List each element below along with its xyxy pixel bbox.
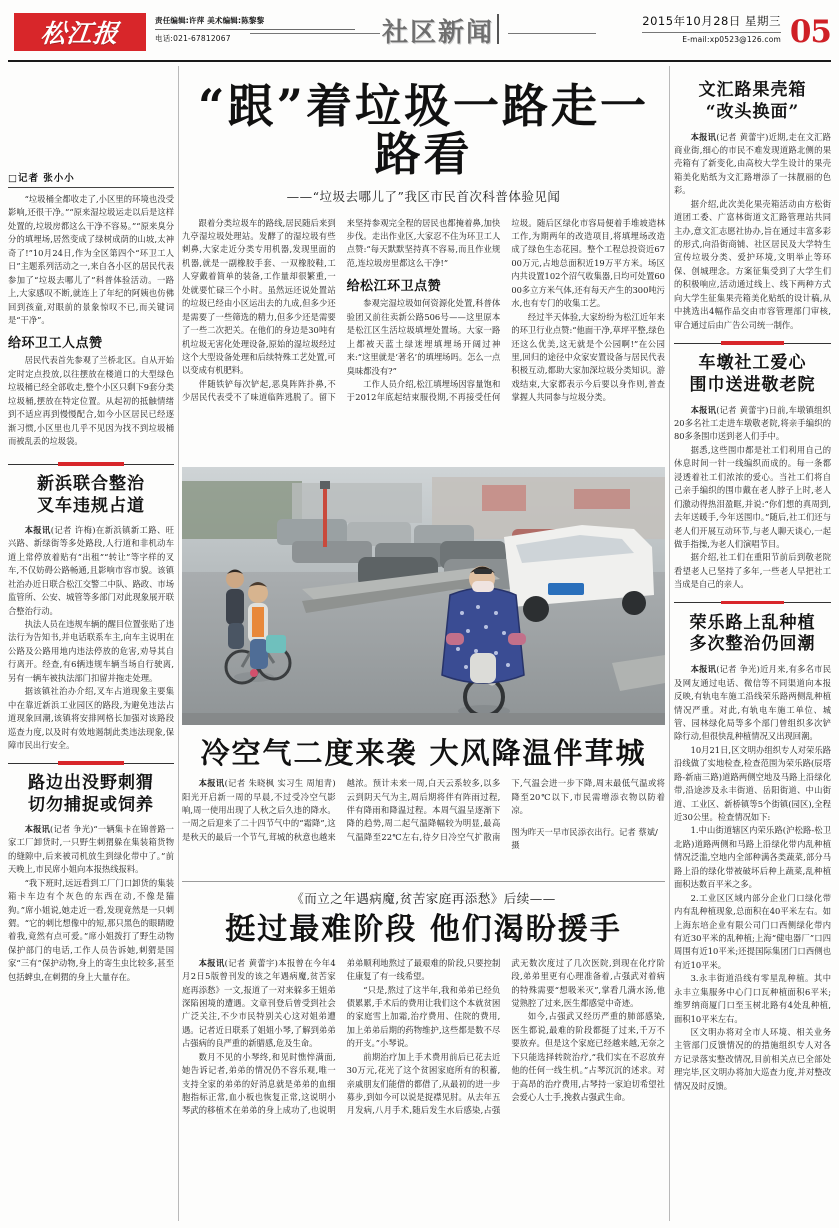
right-column [674, 66, 831, 1221]
headline-line-1: 车墩社工爱心 [698, 353, 807, 374]
article-p5: 3.永丰街道沿线有零星乱种植。其中永丰立集服务中心门口瓦种植面积6平米;维罗纳商厦门口至玉树北路有4处乱种植,面积10平米左右。 [674, 973, 831, 1024]
lead-subhead-2: 给松江环卫点赞 [346, 279, 442, 295]
headline-line-1: 荣乐路上乱种植 [689, 612, 816, 633]
article-planting [674, 613, 831, 1094]
feature-p1: 本报曾在今年4月2日5版曾刊发的该之年遇病魔,贫苦家庭再添愁》一文,报道了一对来躲多王姐弟深陷困境的遭遇。文章刊登后曾受到社会广泛关注,不少市民特别关心这对姐弟遭遇。记者近日联系了姐姐小琴,了解到弟弟占强病的良严重的新腊感,危及生命。 [182, 957, 336, 1049]
article-p1: 日前,车墩镇组织20多名社工走进车墩敬老院,将亲手编织的80多条围巾送到老人们手中。 [674, 404, 831, 442]
feature-p3: “只是,熬过了这半年,我和弟弟已经负债累累,手术后的费用让我们这个本就贫困的家庭雪上加霜,治疗费用、住院的费用,加上弟弟后期的药物维护,这些都是数不尽的开支。”小琴说。 [346, 984, 501, 1049]
reporter-rule [8, 187, 174, 188]
article-headline [8, 474, 174, 518]
headline-line-1: 路边出没野刺猬 [28, 773, 154, 794]
article-headline [674, 613, 831, 657]
section-divider-r2 [674, 601, 831, 605]
column-divider-1 [178, 66, 179, 1221]
byline-bold: 本报讯 [690, 131, 717, 142]
byline-bold: 本报讯 [24, 823, 51, 834]
lead-body-p1: 跟着分类垃圾车的路线,居民随后来到九亭湿垃圾处理站。发酵了的湿垃圾有些刺鼻,大家走近分类专用机器,发现里面的机器,就是一副橡胶手套、一双橡胶鞋,工人穿戴着简单的装备,工作量却很繁重,一处就要忙碌三个小时。虽然远还说处置站的垃圾已经由小区运出去的九成,但多少还是需要了一些筛选的精力,但多少还是需要了一些二次把关。在他们的身边是30吨有机垃圾无害化处理设备,原始的湿垃圾经过这个大型设备处理和后续特殊工艺处置,可以变成有机肥料。 [182, 217, 336, 376]
section-divider-r1 [674, 341, 831, 345]
section-divider-2 [8, 761, 174, 765]
lead-body-p4: 工作人员介绍,松江填埋场因容量饱和于2012年底起结束服役期,不再接受任何垃圾。随后区绿化市容局便着手堆坡造林工作,为期两年的改造项目,将填埋场改造成了绿色生态花园。整个工程总投资近6700万元,占地总面积近19万平方米。场区内共设置102个沼气收集器,日均可处置6000多立方米气体,还有每天产生的300吨污水,也有专门的收集工艺。 [346, 217, 665, 403]
byline-rest: (记者 朱晓枫 实习生 周旭青) [224, 778, 336, 789]
byline-rest: (记者 争光) [716, 664, 760, 675]
byline-bold: 本报讯 [690, 664, 717, 675]
byline-bold: 本报讯 [24, 524, 51, 535]
byline-rest: (记者 争光) [50, 823, 94, 834]
section-tick [497, 14, 499, 44]
page-number: 05 [789, 14, 831, 50]
editor-info [155, 16, 335, 44]
byline-bold: 本报讯 [198, 957, 225, 968]
article-body [674, 663, 831, 744]
article-body [8, 524, 174, 618]
masthead [0, 0, 839, 62]
feature-body [182, 957, 336, 1051]
article-body [8, 823, 174, 877]
article-p4: 2.工业区区域内部分企业门口绿化带内有乱种植现象,总面积在40平米左右。如上海东培企业有限公司门口西侧绿化带内有近30平米的乱种植;上海“健电器厂”口四周围有近10平米;还提国际集团门口西侧也有近10平米。 [674, 892, 831, 970]
article-p3: 1.中山街道辖区内荣乐路(沪松路-松卫北路)道路两侧和马路上沿绿化带内乱种植情况泛滥,空地内全部种满各类蔬菜,部分马路上沿的绿化带被破坏后种上蔬菜,乱种植面积达数百平米之多。 [674, 825, 831, 890]
masthead-rule-left [250, 33, 380, 34]
weather-headline: 冷空气二度来袭 大风降温伴茸城 [200, 735, 647, 770]
lead-paragraph: “垃圾桶全都收走了,小区里的环境也没受影响,还很干净。”“原来湿垃圾运走以后是这样处置的,垃圾房都这么干净不容易。”“原来臭分分的填埋场,居然变成了绿树成荫的山坡,太神奇了!”10月24日,作为全区第四个“环卫工人日”主题系列活动之一,来自各小区的居民代表参加了“垃圾去哪儿了”科普体验活动。一路上,大家感叹不断,就连上了年纪的阿姨也仿佛回到孩童,对眼前的景象惊叹不已,而关键词是“干净”。 [8, 194, 174, 325]
article-p3: 据该镇社治办介绍,叉车占道现象主要集中在靠近新浜工业园区的路段,为避免违法占道现象回潮,该镇将安排网格长加强对该路段巡查力度,以及时有效地遏制此类违法现象,保障市民出行安全。 [8, 686, 174, 750]
byline-rest: (记者 黄蕾宇) [716, 404, 769, 415]
lead-headline: “跟”着垃圾一路走一路看 [198, 79, 649, 182]
center-column [182, 66, 665, 1221]
column-divider-2 [669, 66, 670, 1221]
article-p1: 近期,走在文汇路商业街,细心的市民不难发现道路北侧的果壳箱有了新变化,由高校大学生设计的果壳箱美化贴纸为文汇路增添了一抹靓丽的色彩。 [674, 131, 831, 196]
lead-subhead-1: 给环卫工人点赞 [8, 336, 103, 352]
byline-rest: (记者 黄蕾宇) [224, 957, 278, 968]
headline-line-2: 围巾送进敬老院 [689, 374, 816, 395]
article-xinbang [8, 474, 174, 752]
photo-illustration [182, 467, 665, 725]
publication-date: 2015年10月28日 星期三 [642, 14, 781, 28]
article-body [674, 404, 831, 444]
article-p2: 据介绍,此次美化果壳箱活动由方松街道团工委、广富林街道文汇路管理站共同主办,意文汇志愿社协办,旨在通过丰富多彩的形式,向沿街商铺、社区居民及大学特生宣传垃圾分类、爱护环境,文明举止等环保、创城理念。方案征集受到了大学生们的积极响应,活动通过线上、线下两种方式向大学生征集果壳箱美化贴纸的设计稿,从中挑选出4幅作品交由市容管理部门审核,审合通过后由广告公司统一制作。 [674, 198, 831, 330]
article-p2: “我下班时,远远看到工厂门口卸货的集装箱卡车边有个灰色的东西在动,不像是猫狗。”席小姐说,她走近一看,发现竟然是一只刺猬。“它的刺比想像中的短,那只黑色的眼睛瞪着我,竟然有点可爱。”席小姐拨打了野生动物保护部门的电话,工作人员告诉她,刺猬是国家“三有”保护动物,身上的寄生虫比较多,甚至包括蜱虫,在刺猬的身上大量存在。 [8, 877, 174, 982]
left-column [8, 66, 174, 1221]
email-address: E-mail:xp0523@126.com [682, 35, 781, 44]
lead-reporter-tag: □记者 张小小 [8, 173, 75, 184]
headline-line-2: “改头换面” [705, 101, 800, 122]
article-p2: 据悉,这些围巾都是社工们利用自己的休息时间一针一线编织而成的。每一条都浸透着社工们浓浓的爱心。当社工们将自己亲手编织的围巾戴在老人脖子上时,老人们激动得热泪盈眶,并说:“你们想的真周到,去年送暖手,今年送围巾。”随后,社工们还与老人们开展互动环节,与老人聊天谈心,一起做手指操,为老人们演唱节目。 [674, 444, 831, 549]
article-hedgehog [8, 773, 174, 984]
masthead-bottom-rule [8, 60, 831, 62]
headline-line-2: 多次整治仍回潮 [689, 634, 816, 655]
article-headline [8, 773, 174, 817]
date-block [642, 13, 781, 44]
lead-body-p3: 参观完湿垃圾如何资源化处置,科普体验团又前往卖新公路506号——这里原本是松江区生活垃圾填埋处置场。大家一路上都被天蓝土绿迷埋填埋场开阔过神来:“这里就是‘著名’的填埋场吗。怎么一点臭味都没有?” [346, 298, 501, 376]
editor-rule [155, 29, 355, 30]
article-p1: “一辆集卡在锦普路一家工厂卸货时,一只野生刺猬躲在集装箱货物的缝隙中,后来被司机放生到绿化带中了。”前天晚上,市民席小姐向本报热线报料。 [8, 823, 174, 875]
article-body [674, 131, 831, 198]
street-scene-photo [182, 467, 665, 725]
editors-line: 责任编辑:许萍 美术编辑:陈黎黎 [155, 16, 265, 25]
date-rule [642, 32, 781, 33]
newspaper-logo [14, 13, 146, 51]
lead-reporter-block [8, 170, 174, 448]
byline-rest: (记者 黄蕾宇) [716, 131, 769, 142]
masthead-rule-right [508, 33, 596, 34]
logo-text: 松江报 [39, 19, 121, 48]
byline-rest: (记者 许梅) [50, 524, 96, 535]
article-scarf [674, 353, 831, 592]
headline-line-1: 新浜联合整治 [37, 474, 145, 495]
byline-bold: 本报讯 [198, 778, 225, 789]
headline-line-1: 文汇路果壳箱 [698, 80, 807, 100]
weather-p1: 阳光开启新一周的早晨,不过受冷空气影响,周一使用出现了人秋之后久违的降水。一周之后迎来了二十四节气中的“霜降”,这是秋天的最后一个节气,茸城的秋意也越来越浓。预计未来一周,白天云系较多,以多云到阴天气为主,周后期将伴有阵雨过程,伴有降雨和降温过程。本周气温呈逐渐下降的趋势,周二起气温降幅较为明显,最高气温降至22℃左右,待夕日冷空气扩散南下,气温会进一步下降,周末最低气温或将降至20℃以下,市民需增添衣物以防着凉。 [182, 778, 665, 842]
article-fruitbox [674, 80, 831, 332]
feature-headline: 挺过最难阶段 他们渴盼援手 [225, 912, 622, 948]
lead-body-p2: 伴随铁铲每次铲起,恶臭阵阵扑鼻,不少居民代表受不了味道临阵逃脱了。留下来坚持参观完全程的居民也都掩着鼻,加快步伐。走出作业区,大家忍不住为环卫工人点赞:“每天默默坚持真不容易,而且作业规范,连垃圾房里都这么干净!” [182, 217, 501, 403]
article-p1: 在新浜镇新工路、旺兴路、新绿街等多处路段,人行道和非机动车道上常停放着贴有“出租”“转让”等字样的叉车,不仅妨碍公路畅通,且影响市容市貌。该镇社治办近日联合松江交警二中队、路政、市场监管所、公安、城管等多部门对此现象展开联合整治行动。 [8, 524, 174, 616]
article-p2: 执法人员在违规车辆的醒目位置张贴了违法行为告知书,并电话联系车主,向车主说明在公路及公路用地内违法停放的危害,劝导其自行离开。经查,有6辆违规车辆当场自行驶离,另有一辆车被执法部门扣留并拖走处理。 [8, 619, 174, 683]
article-p3: 据介绍,社工们在重阳节前后到敬老院看望老人已坚持了多年,一些老人早把社工当成是自己的亲人。 [674, 552, 831, 590]
section-divider [8, 462, 174, 466]
article-p2: 10月21日,区文明办组织专人对荣乐路沿线做了实地检查,检查范围为荣乐路(辰塔路-新庙三路)道路两侧空地及马路上沿绿化带,沿途涉及永丰街道、岳阳街道、中山街道、工业区、新桥镇等5个街镇(园区),全程近30公里。检查情况如下: [674, 744, 831, 822]
weather-body-columns [182, 777, 665, 873]
feature-p4: 前期治疗加上手术费用前后已花去近30万元,花光了这个贫困家庭所有的积蓄,亲戚朋友们能借的都借了,从最初的进一步募步,到如今可以说是捉襟见肘。从去年五月发病,八月手术,随后发生水后感染,占强武无数次度过了几次医院,到现在化疗阶段,弟弟里更有心理准备着,占强武对着病的特殊需要“想吸米灭”,掌看几满水汤,他觉熟腔了过来,医生都感觉中奇迹。 [346, 957, 665, 1116]
article-headline [674, 353, 831, 397]
lead-subheadline: ——“垃圾去哪儿了”我区市民首次科普体验见闻 [286, 188, 561, 204]
lead-body-columns [182, 217, 665, 457]
phone-line: 电话:021-67812067 [155, 34, 231, 44]
lead-sub1-p1: 居民代表首先参观了兰桥北区。自从开始定时定点投放,以往摆放在楼道口的大型绿色垃圾桶已经全部收走,整个小区只剩下9套分类垃圾桶,摆放在特定位置。从起初的抵触情绪到不适应再到慢慢配合,如今小区居民已经逐渐习惯,小区里也几乎不见因为找不到垃圾桶而被乱丢的垃圾袋。 [8, 355, 174, 446]
feature-body-columns [182, 957, 665, 1118]
article-p6: 区文明办将对全市人环境、相关业务主管部门反馈情况的的措施组织专人对各方记录落实整改情况,目前相关点已全部处理完毕,区文明办将加大巡查力度,并对整改情况及时反馈。 [674, 1027, 831, 1091]
page-body [8, 66, 831, 1221]
feature-kicker: 《而立之年遇病魔,贫苦家庭再添愁》后续—— [291, 891, 556, 907]
feature-p2: 数月不见的小琴终,和见时憔悴满面,她告诉记者,弟弟的情况仍不容乐观,唯一支持全家的弟弟的好消息就是弟弟的血细胞指标正常,血小板也恢复正常,这说明小琴武的移植术在弟弟的身上成功了,也说明弟弟顺利地熬过了最艰难的阶段,只要控制住康复了有一线希望。 [182, 957, 501, 1116]
photo-caption: 图为昨天一早市民添衣出行。记者 蔡斌/摄 [511, 826, 658, 850]
feature-p5: 如今,占强武又经历严重的肺部感染,医生都说,最难的阶段都挺了过来,千万不要放弃。但是这个家庭已经越来越,无奈之下只能选择转院治疗,“我们实在不忍放弃他的任何一线生机。”占琴沉沉的述求。对于高昂的治疗费用,占琴持一家迫切希望社会爱心人士手,挽救占强武生命。 [511, 1011, 665, 1103]
section-title: 社区新闻 [381, 18, 494, 48]
byline-bold: 本报讯 [690, 404, 717, 415]
headline-line-2: 切勿捕捉或饲养 [28, 795, 154, 816]
headline-line-2: 叉车违规占道 [37, 496, 145, 517]
feature-divider [182, 881, 665, 882]
lead-body-p5: 经过半天体验,大家纷纷为松江近年来的环卫行业点赞:“他面干净,草坪平整,绿色还这么优美,这无就是个公园啊!”在公园里,回归的途径中众家安置设备与居民代表积极互动,都助大家加深垃圾分类知识。游戏结束,大家都表示今后要以身作则,普查掌握人共同参与垃圾分类。 [511, 311, 665, 403]
article-p1: 近月来,有多名市民及网友通过电话、微信等不同渠道向本报反映,有轨电车施工沿线荣乐路两侧乱种植情况严重。对此,有轨电车施工单位、城管、园林绿化局等多个部门曾组织多次铲除行动,但很快乱种植情况又出现回潮。 [674, 664, 831, 742]
article-headline [674, 80, 831, 124]
